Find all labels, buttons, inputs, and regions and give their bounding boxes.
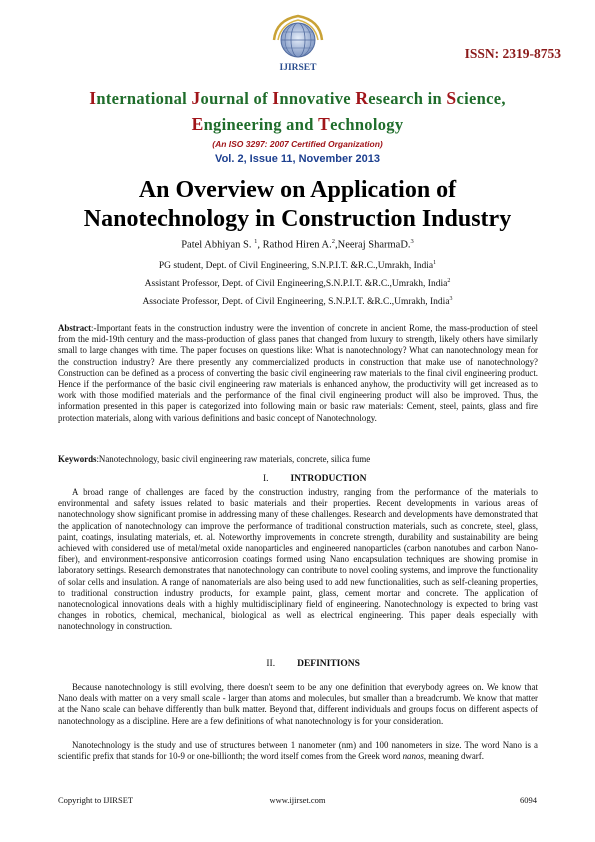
author-separator: , bbox=[257, 239, 263, 251]
affiliation-sup: 1 bbox=[433, 260, 437, 266]
def-text-italic: nanos, bbox=[402, 751, 426, 762]
journal-logo bbox=[266, 10, 330, 76]
affiliation-text: PG student, Dept. of Civil Engineering, S.N.P.I.T. &R.C.,Umrakh, India bbox=[158, 261, 434, 272]
journal-initial: I bbox=[89, 88, 97, 108]
section-title: DEFINITIONS bbox=[297, 659, 360, 669]
definitions-paragraph-2 bbox=[58, 740, 538, 762]
section-title: INTRODUCTION bbox=[290, 474, 367, 484]
author-sup: 3 bbox=[410, 238, 414, 245]
section-number: I. bbox=[262, 474, 269, 484]
journal-initial: R bbox=[355, 88, 369, 108]
affiliation-1 bbox=[0, 260, 595, 271]
abstract bbox=[58, 323, 538, 424]
author-name: Rathod Hiren A. bbox=[262, 239, 332, 251]
author-name: Patel Abhiyan S. bbox=[181, 239, 255, 251]
abstract-label: Abstract bbox=[58, 323, 92, 333]
author-sup: 1 bbox=[254, 238, 258, 245]
issn: ISSN: 2319-8753 bbox=[464, 46, 561, 61]
abstract-text: :-Important feats in the construction industry were the invention of concrete in ancient Rome, the mass-production of steel from the mid-19th century and the mass-production of glass panes that changed from luxury to strength, likely others have similarly small to large changes with time. The paper focuses on questions like: What is nanotechnology? What can nanotechnology mean for the construction industry? Are there presently any commercialized products in construction that make use of nanotechnology? Construction can be defined as a process of converting the basic civil engineering raw materials to the final civil engineering product. Hence if the performance of the basic civil engineering raw materials is enhanced anyhow, the productivity will get increased as to work with those modified materials and the performance of the final civil engineering product will also be improved. Thus, the information presented in this paper is categorized into following main or basic raw materials: Cement, steel, paints, glass and fire protection materials, along with various definitions and basic concept of Nanotechnology. bbox=[58, 323, 538, 423]
definitions-paragraph-1: Because nanotechnology is still evolving, there doesn't seem to be any one definition that everybody agrees on. We know that Nano deals with matter on a very small scale - larger than atoms and molecules, but smaller than a breadcrumb. We know that matter at the Nano scale can behave differently than bulk matter. Beyond that, different individuals and groups focus on different aspects of nanotechnology as a discipline. Here are a few definitions of what nanotechnology is for your consideration. bbox=[58, 682, 538, 726]
section-heading-definitions bbox=[0, 659, 595, 669]
affiliation-3 bbox=[0, 296, 595, 307]
title-line-2: Nanotechnology in Construction Industry bbox=[83, 206, 512, 232]
ijirset-logo-globe-icon bbox=[266, 10, 330, 76]
journal-word: cience, bbox=[456, 89, 506, 108]
def-text-a: Nanotechnology is the study and use of structures between 1 nanometer (nm) and 100 nanometers in size. The word Nano is a scientific prefix that stands for 10-9 or one-billionth; the word itself comes from the Greek word bbox=[58, 740, 538, 762]
author-separator: , bbox=[335, 239, 338, 251]
journal-initial: J bbox=[191, 88, 201, 108]
journal-name-line-1 bbox=[0, 88, 595, 109]
footer-url[interactable]: www.ijirset.com bbox=[269, 795, 326, 805]
journal-word: nternational bbox=[96, 89, 192, 108]
volume-issue: Vol. 2, Issue 11, November 2013 bbox=[215, 153, 380, 165]
affiliation-text: Associate Professor, Dept. of Civil Engineering, S.N.P.I.T. &R.C.,Umrakh, India bbox=[142, 297, 450, 308]
affiliation-sup: 3 bbox=[449, 296, 453, 302]
journal-initial: T bbox=[318, 114, 331, 134]
journal-word: ournal of bbox=[200, 89, 273, 108]
section-number: II. bbox=[266, 659, 276, 669]
paper-title bbox=[20, 176, 575, 234]
title-line-1: An Overview on Application of bbox=[138, 177, 457, 203]
logo-text: IJIRSET bbox=[279, 63, 317, 73]
journal-initial: S bbox=[446, 88, 457, 108]
journal-word: ngineering and bbox=[203, 115, 319, 134]
introduction-paragraph: A broad range of challenges are faced by the construction industry, ranging from the performance of the materials to environmental and safety issues related to basic materials and their properties. Recent developments in various areas of nanotechnology show significant promise in addressing many of these challenges. Research and developments have demonstrated that the application of nanotechnology can improve the performance of traditional construction materials, such as concrete, steel, glass, paint, coatings, insulating materials, et. al. Noteworthy improvements in concrete strength, durability and sustainability are being achieved with considered use of metal/metal oxide nanoparticles and engineered nanoparticles (carbon nanotubes and carbon Nano-fiber), and environment-responsive anticorrosion coatings formed using Nano encapsulation techniques are showing promise in laboratory settings. Research demonstrates that nanotechnology can contribute to novel cooling systems, and improve the functionality of solar cells and insulation. A range of nanomaterials are also being used to add new functionalities, such as self-cleaning properties, to traditional construction industry products, for example paint, glass, cement mortar and concrete. The application of nanotecnological innovations deals with a highly multidisciplinary field of engineering. Nanotechnology is expected to bring vast changes in robotics, chemical, mechanical, biological as well as electrical engineering. This paper deals especially with nanotechnology in construction. bbox=[58, 487, 538, 632]
author-sup: 2 bbox=[331, 238, 336, 245]
journal-name-line-2 bbox=[0, 114, 595, 135]
footer-copyright: Copyright to IJIRSET bbox=[58, 795, 134, 805]
keywords bbox=[58, 454, 538, 465]
affiliation-2 bbox=[0, 278, 595, 289]
affiliation-text: Assistant Professor, Dept. of Civil Engineering,S.N.P.I.T. &R.C.,Umrakh, India bbox=[144, 279, 448, 290]
iso-certification: (An ISO 3297: 2007 Certified Organization) bbox=[212, 139, 383, 149]
journal-word: esearch in bbox=[368, 89, 447, 108]
journal-word: nnovative bbox=[279, 89, 356, 108]
journal-initial: I bbox=[272, 88, 280, 108]
keywords-text: :Nanotechnology, basic civil engineering raw materials, concrete, silica fume bbox=[96, 454, 371, 464]
keywords-label: Keywords bbox=[58, 454, 97, 464]
def-text-b: meaning dwarf. bbox=[426, 751, 484, 762]
journal-word: echnology bbox=[330, 115, 404, 134]
author-name: Neeraj SharmaD. bbox=[337, 239, 411, 251]
affiliation-sup: 2 bbox=[447, 278, 451, 284]
journal-initial: E bbox=[191, 114, 204, 134]
footer-page-number: 6094 bbox=[520, 795, 537, 805]
author-list bbox=[0, 238, 595, 251]
section-heading-introduction bbox=[0, 474, 595, 484]
